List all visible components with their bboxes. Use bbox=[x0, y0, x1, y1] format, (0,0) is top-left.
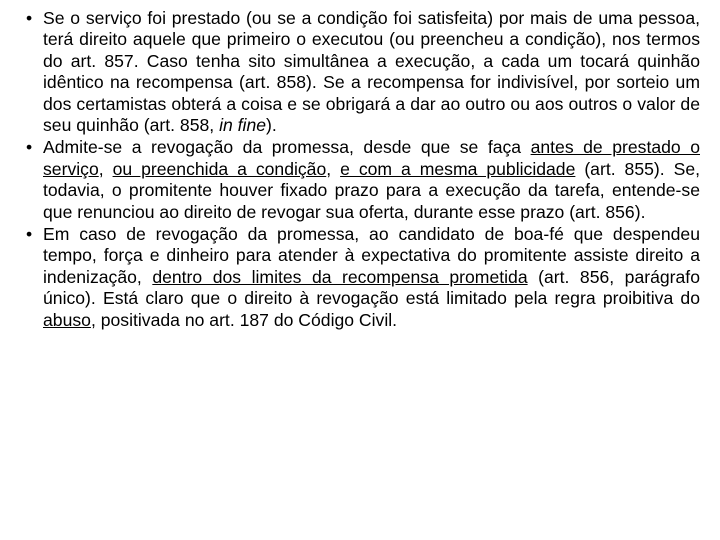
bullet-text: Em caso de revogação da promessa, ao candidato de boa-fé que despendeu tempo, força e dinheiro para atender à expectativa do promitente assiste direito a indenização, bbox=[43, 224, 700, 287]
bullet-text: , bbox=[98, 158, 113, 179]
bullet-text: , bbox=[326, 158, 341, 179]
bullet-marker: • bbox=[26, 8, 33, 28]
bullet-text: Se o serviço foi prestado (ou se a condição foi satisfeita) por mais de uma pessoa, terá direito aquele que primeiro o executou (ou preencheu a condição), nos termos do art. 857. Caso tenha sito simultânea a execução, a cada um tocará quinhão idêntico na recompensa (art. 858). Se a recompensa for indivisível, por sorteio um dos certamistas obterá a coisa e se obrigará a dar ao outro ou aos outros o valor de seu quinhão (art. 858, bbox=[43, 8, 700, 136]
bullet-text-underlined: dentro dos limites da recompensa prometida bbox=[152, 266, 528, 287]
bullet-item-2 bbox=[26, 137, 700, 223]
bullet-text-underlined: ou preenchida a condição bbox=[112, 158, 327, 179]
bullet-marker: • bbox=[26, 137, 33, 158]
bullet-text: Admite-se a revogação da promessa, desde que se faça bbox=[43, 137, 531, 158]
bullet-text: ). bbox=[266, 115, 277, 136]
bullet-text-italic: in fine bbox=[219, 115, 267, 136]
bullet-item-1 bbox=[26, 8, 700, 136]
bullet-text: (art. 856, parágrafo único). Está claro que o direito à revogação está limitado pela regra proibitiva do bbox=[43, 266, 700, 309]
bullet-text: , positivada no art. 187 do Código Civil. bbox=[90, 309, 398, 330]
bullet-marker: • bbox=[26, 224, 33, 245]
bullet-list bbox=[26, 8, 700, 332]
bullet-text-underlined: antes de prestado o serviço bbox=[43, 137, 700, 179]
bullet-text-underlined: abuso bbox=[43, 309, 91, 330]
bullet-text-underlined: e com a mesma publicidade bbox=[340, 158, 576, 179]
bullet-item-3 bbox=[26, 224, 700, 331]
bullet-text: (art. 855). Se, todavia, o promitente houver fixado prazo para a execução da tarefa, entende-se que renunciou ao direito de revogar sua oferta, durante esse prazo (art. 856). bbox=[43, 158, 700, 222]
